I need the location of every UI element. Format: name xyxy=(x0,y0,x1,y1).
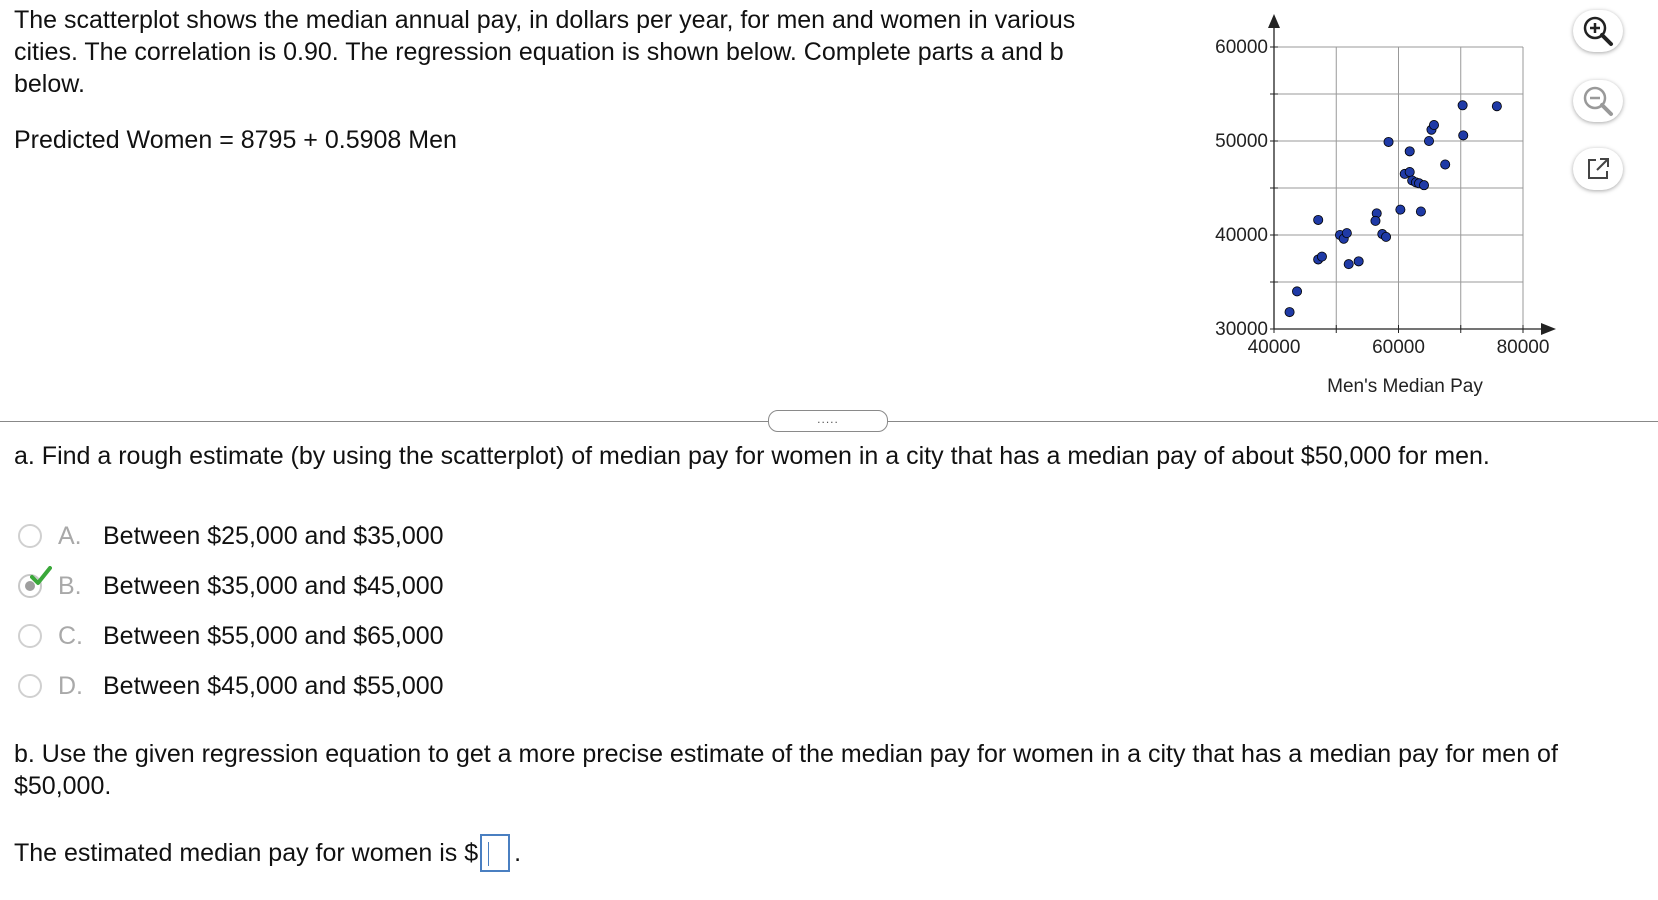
choice-b-text: Between $35,000 and $45,000 xyxy=(103,571,444,600)
x-axis-label: Men's Median Pay xyxy=(1327,376,1483,397)
choice-b[interactable] xyxy=(18,570,444,602)
data-point xyxy=(1381,232,1390,241)
data-point xyxy=(1342,229,1351,238)
radio-c[interactable] xyxy=(18,624,42,648)
data-point xyxy=(1405,167,1414,176)
choice-b-letter: B. xyxy=(58,571,82,600)
regression-equation: Predicted Women = 8795 + 0.5908 Men xyxy=(14,126,457,154)
data-point xyxy=(1317,252,1326,261)
scatterplot-svg xyxy=(1170,0,1590,400)
data-point xyxy=(1429,120,1438,129)
data-point xyxy=(1424,136,1433,145)
y-tick-label: 60000 xyxy=(1215,37,1268,58)
x-tick-label: 40000 xyxy=(1247,337,1301,358)
scatterplot xyxy=(1170,0,1590,400)
data-point xyxy=(1354,257,1363,266)
choice-a-letter: A. xyxy=(58,521,82,550)
choice-d-letter: D. xyxy=(58,671,83,700)
y-tick-label: 40000 xyxy=(1215,225,1268,246)
data-points xyxy=(1285,101,1501,317)
choice-c[interactable] xyxy=(18,620,444,652)
data-point xyxy=(1314,215,1323,224)
answer-input[interactable] xyxy=(480,834,510,872)
data-point xyxy=(1419,181,1428,190)
part-b-question: b. Use the given regression equation to get a more precise estimate of the median pay for women in a city that has a median pay for men of $50,000. xyxy=(14,740,1558,800)
radio-b[interactable] xyxy=(18,574,42,598)
answer-suffix: . xyxy=(514,838,522,867)
answer-line xyxy=(14,834,521,872)
x-tick-label: 80000 xyxy=(1496,337,1550,358)
data-point xyxy=(1285,307,1294,316)
choice-d[interactable] xyxy=(18,670,444,702)
tick-labels xyxy=(1215,37,1549,358)
choice-c-text: Between $55,000 and $65,000 xyxy=(103,621,444,650)
data-point xyxy=(1458,101,1467,110)
y-tick-label: 30000 xyxy=(1215,319,1268,340)
radio-d[interactable] xyxy=(18,674,42,698)
data-point xyxy=(1344,260,1353,269)
popout-button[interactable] xyxy=(1573,148,1623,190)
zoom-in-icon xyxy=(1580,13,1616,49)
zoom-out-icon xyxy=(1580,83,1616,119)
data-point xyxy=(1459,131,1468,140)
zoom-in-button[interactable] xyxy=(1573,10,1623,52)
radio-a[interactable] xyxy=(18,524,42,548)
data-point xyxy=(1371,216,1380,225)
input-caret xyxy=(488,842,489,866)
x-axis-arrow xyxy=(1541,323,1556,335)
part-a-question: a. Find a rough estimate (by using the scatterplot) of median pay for women in a city that has a median pay of about $50,000 for men. xyxy=(14,442,1490,470)
data-point xyxy=(1292,287,1301,296)
y-tick-label: 50000 xyxy=(1215,131,1268,152)
answer-prefix: The estimated median pay for women is $ xyxy=(14,838,479,867)
choice-d-text: Between $45,000 and $55,000 xyxy=(103,671,444,700)
choice-a-text: Between $25,000 and $35,000 xyxy=(103,521,444,550)
problem-intro: The scatterplot shows the median annual pay, in dollars per year, for men and women in various cities. The correlation is 0.90. The regression equation is shown below. Complete parts a and b below. xyxy=(14,6,1076,98)
data-point xyxy=(1405,147,1414,156)
divider-handle[interactable]: ..... xyxy=(768,410,888,432)
data-point xyxy=(1396,205,1405,214)
data-point xyxy=(1441,160,1450,169)
data-point xyxy=(1384,137,1393,146)
data-point xyxy=(1416,207,1425,216)
x-tick-label: 60000 xyxy=(1372,337,1425,358)
y-axis-arrow xyxy=(1268,14,1280,28)
zoom-out-button[interactable] xyxy=(1573,80,1623,122)
popout-icon xyxy=(1583,154,1613,184)
grid xyxy=(1274,47,1523,329)
choice-a[interactable] xyxy=(18,520,444,552)
choice-c-letter: C. xyxy=(58,621,83,650)
data-point xyxy=(1492,102,1501,111)
correct-check-icon xyxy=(30,566,52,586)
